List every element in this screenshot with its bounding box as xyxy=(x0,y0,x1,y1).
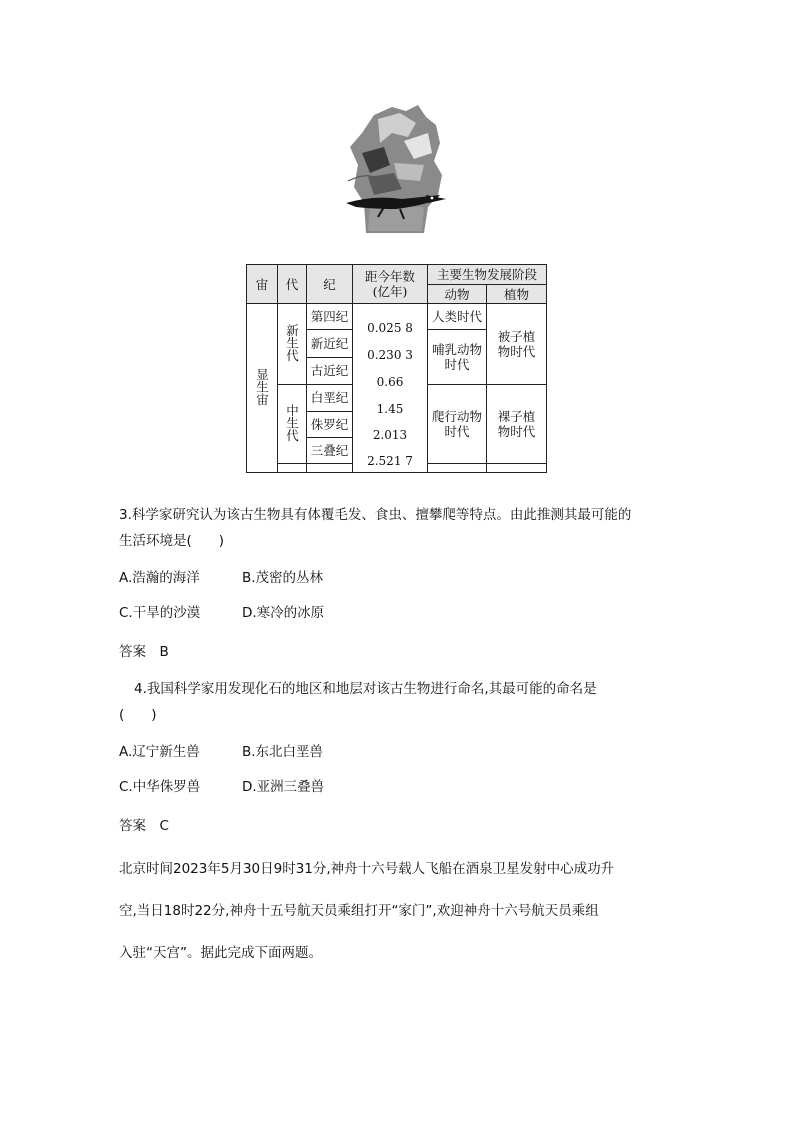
boundary-3: 0.66 xyxy=(376,375,404,389)
animal-mammal-label: 哺乳动物时代 xyxy=(431,341,482,372)
era-mesozoic-label: 中生代 xyxy=(284,403,300,441)
q3-option-a[interactable]: A.浩瀚的海洋 xyxy=(119,570,200,586)
geologic-time-table xyxy=(246,264,547,473)
animal-reptile xyxy=(428,384,487,464)
boundary-1: 0.025 8 xyxy=(367,321,413,335)
q3-stem-line1: 3.科学家研究认为该古生物具有体覆毛发、食虫、擅攀爬等特点。由此推测其最可能的 xyxy=(119,507,632,523)
animal-human: 人类时代 xyxy=(428,304,487,330)
period-quaternary: 第四纪 xyxy=(307,304,353,330)
q3-option-b[interactable]: B.茂密的丛林 xyxy=(242,570,324,586)
era-mesozoic-cell xyxy=(278,384,307,464)
header-eon: 宙 xyxy=(247,265,278,304)
era-cenozoic-cell xyxy=(278,304,307,385)
q4-option-a[interactable]: A.辽宁新生兽 xyxy=(119,744,200,760)
period-neogene: 新近纪 xyxy=(307,330,353,358)
era-blank xyxy=(278,464,307,473)
header-plant: 植物 xyxy=(487,285,547,304)
plant-gymnosperm xyxy=(487,384,547,464)
q4-option-b[interactable]: B.东北白垩兽 xyxy=(242,744,324,760)
plant-blank xyxy=(487,464,547,473)
header-stage: 主要生物发展阶段 xyxy=(428,265,547,285)
animal-mammal xyxy=(428,330,487,385)
plant-gymnosperm-label: 裸子植物时代 xyxy=(497,408,536,439)
eon-cell xyxy=(247,304,278,473)
q4-stem-line2: ( ) xyxy=(119,707,157,723)
header-era: 代 xyxy=(278,265,307,304)
q3-stem-line2: 生活环境是( ) xyxy=(119,533,225,549)
header-years xyxy=(353,265,428,304)
header-animal: 动物 xyxy=(428,285,487,304)
plant-angiosperm xyxy=(487,304,547,385)
header-years-unit: (亿年) xyxy=(372,284,408,299)
plant-angiosperm-label: 被子植物时代 xyxy=(497,328,536,359)
q4-option-c[interactable]: C.中华侏罗兽 xyxy=(119,779,201,795)
boundary-2: 0.230 3 xyxy=(367,348,413,362)
q4-option-d[interactable]: D.亚洲三叠兽 xyxy=(242,779,325,795)
passage-line1: 北京时间2023年5月30日9时31分,神舟十六号载人飞船在酒泉卫星发射中心成功升 xyxy=(119,861,615,877)
header-period: 纪 xyxy=(307,265,353,304)
period-blank xyxy=(307,464,353,473)
animal-blank xyxy=(428,464,487,473)
eon-label: 显生宙 xyxy=(254,367,270,406)
animal-reptile-label: 爬行动物时代 xyxy=(431,408,482,439)
era-cenozoic-label: 新生代 xyxy=(284,323,300,361)
period-cretaceous: 白垩纪 xyxy=(307,384,353,412)
passage-line3: 入驻“天宫”。据此完成下面两题。 xyxy=(119,945,322,961)
header-years-label: 距今年数 xyxy=(364,269,415,284)
boundary-5: 2.013 xyxy=(372,428,408,442)
q3-option-d[interactable]: D.寒冷的冰原 xyxy=(242,605,325,621)
q3-answer: 答案 B xyxy=(119,644,169,660)
boundary-4: 1.45 xyxy=(376,402,404,416)
passage-line2: 空,当日18时22分,神舟十五号航天员乘组打开“家门”,欢迎神舟十六号航天员乘组 xyxy=(119,903,599,919)
period-jurassic: 侏罗纪 xyxy=(307,412,353,438)
boundary-6: 2.521 7 xyxy=(367,454,413,468)
q3-option-c[interactable]: C.干旱的沙漠 xyxy=(119,605,201,621)
q4-answer: 答案 C xyxy=(119,818,169,834)
period-paleogene: 古近纪 xyxy=(307,357,353,384)
period-triassic: 三叠纪 xyxy=(307,438,353,464)
fossil-illustration xyxy=(344,103,448,237)
years-column xyxy=(353,304,428,473)
q4-stem-line1: 4.我国科学家用发现化石的地区和地层对该古生物进行命名,其最可能的命名是 xyxy=(134,681,597,697)
